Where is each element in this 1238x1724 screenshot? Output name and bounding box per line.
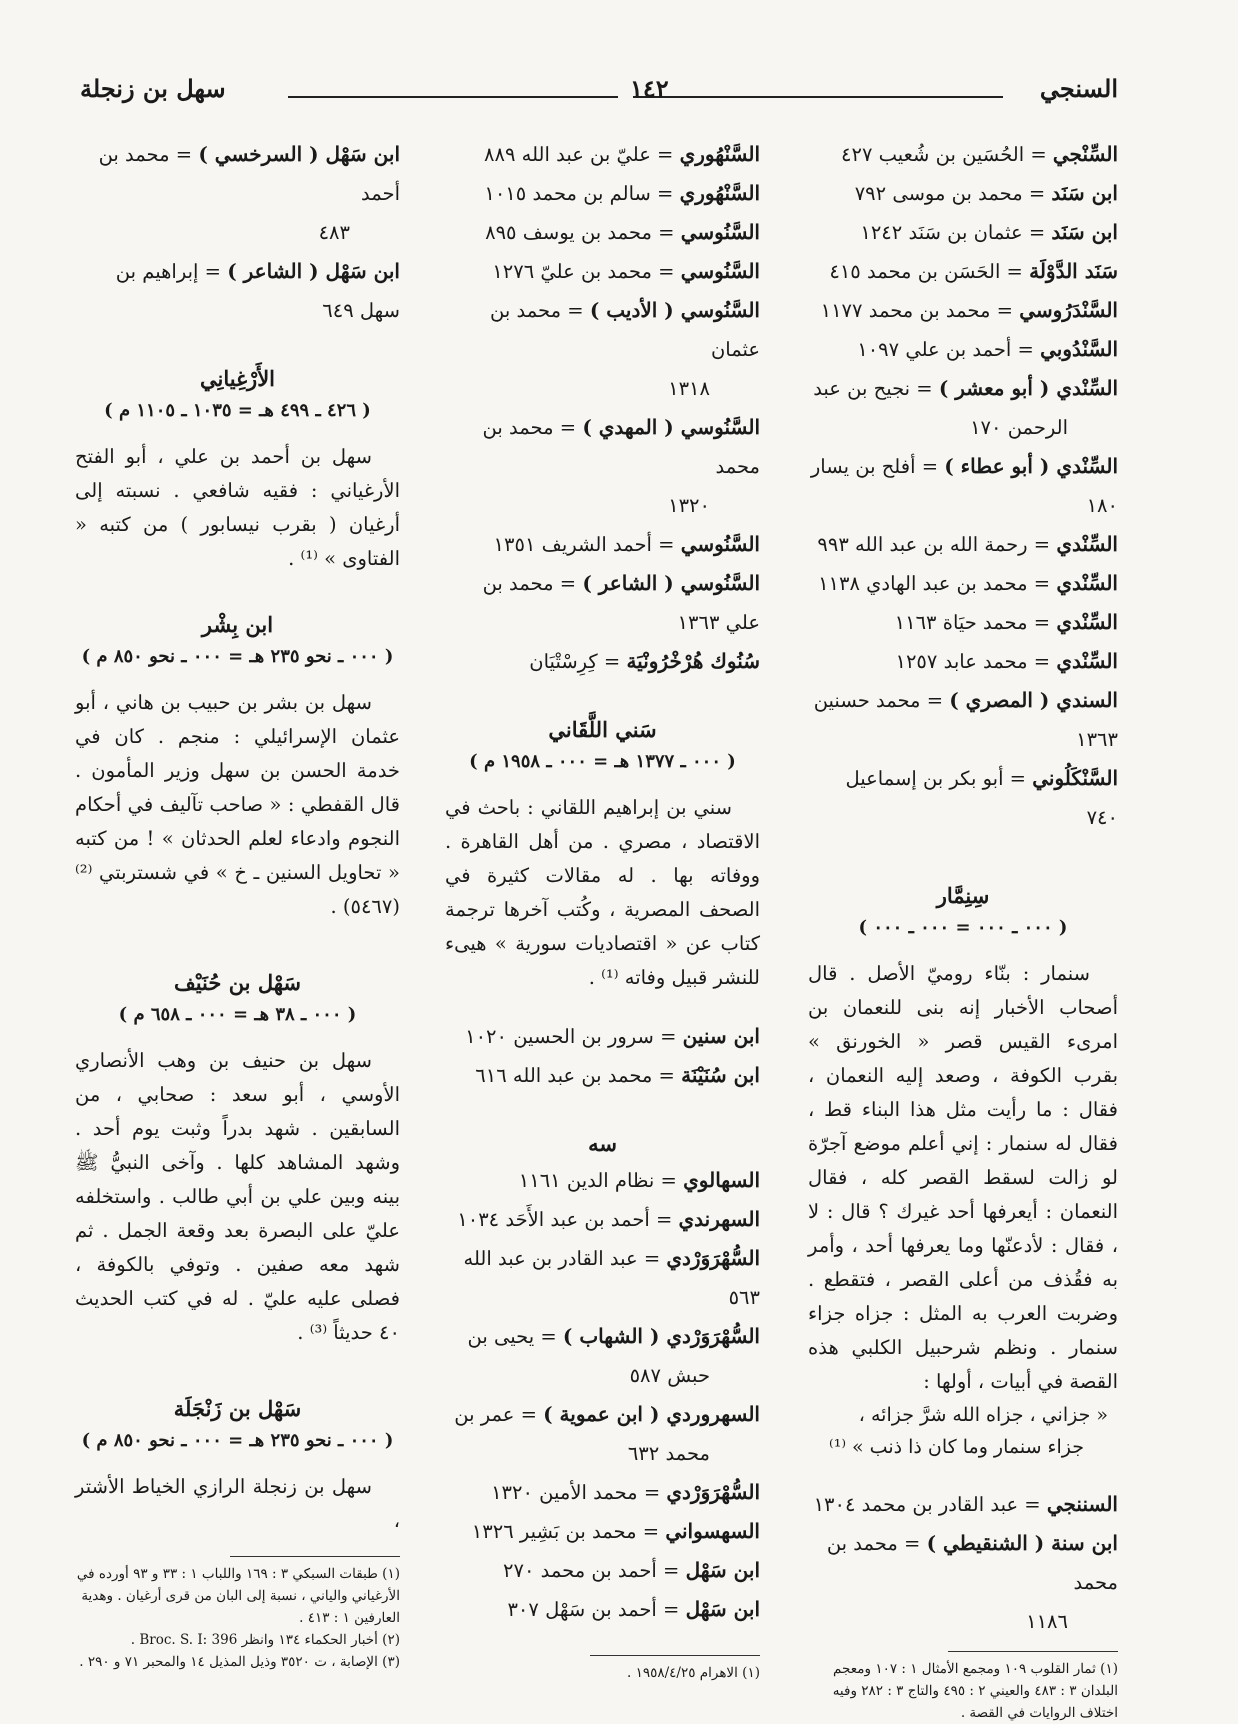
footnote: (١) ثمار القلوب ١٠٩ ومجمع الأمثال ١ : ١٠٧ ومعجم البلدان ٣ : ٤٨٣ والعيني ٢ : ٤٩٥ والتاج ٣ : ٢٨٢ وفيه اختلاف الروايات في القصة . xyxy=(832,1661,1118,1721)
section-dates: ( ٠٠٠ ـ ١٣٧٧ هـ = ٠٠٠ ـ ١٩٥٨ م ) xyxy=(469,751,736,772)
header-rule-left xyxy=(288,96,618,98)
list-item: السَّنْدُوبي = أحمد بن علي ١٠٩٧ xyxy=(857,337,1118,361)
running-head-right: السنجي xyxy=(1039,74,1118,103)
list-item: السَّنْهُوري = سالم بن محمد ١٠١٥ xyxy=(484,181,760,205)
verse-line: « جزاني ، جزاه الله شرَّ جزائه ، xyxy=(858,1404,1108,1426)
list-item: السَّنُوسي ( الأديب ) = محمد بن عثمان ١٣١٨ xyxy=(490,298,760,400)
footnote-rule xyxy=(948,1651,1118,1652)
list-item: السِّنْدي ( أبو عطاء ) = أفلح بن يسار ١٨٠ xyxy=(810,454,1118,517)
footnote: (١) طبقات السبكي ٣ : ١٦٩ واللباب ١ : ٣٣ و ٩٣ أورده في الأرغياني والياني ، نسبة إلى البان من قرى أرغيان . وهدية العارفين ١ : ٤١٣ . xyxy=(76,1566,400,1626)
section-dates: ( ٠٠٠ ـ ٣٨ هـ = ٠٠٠ ـ ٦٥٨ م ) xyxy=(118,1004,357,1025)
list-item: ابن سنة ( الشنقيطي ) = محمد بن محمد ١١٨٦ xyxy=(826,1531,1118,1633)
list-item: السِّنْدي = محمد حيَاة ١١٦٣ xyxy=(894,610,1118,634)
list-item: السِّنْدي ( أبو معشر ) = نجيح بن عبد الرحمن ١٧٠ xyxy=(813,376,1118,439)
list-item: سَنَد الدَّوْلَة = الحَسَن بن محمد ٤١٥ xyxy=(829,259,1118,283)
list-item: السِّنْجي = الحُسَين بن شُعيب ٤٢٧ xyxy=(841,142,1118,166)
footnote: (٢) أخبار الحكماء ١٣٤ وانظر Broc. S. I: 396 . xyxy=(130,1632,400,1648)
list-item: السهسواني = محمد بن بَشِير ١٣٢٦ xyxy=(471,1519,760,1543)
footnote: (١) الاهرام ١٩٥٨/٤/٢٥ . xyxy=(627,1665,760,1681)
list-item: السَّنُوسي = أحمد الشريف ١٣٥١ xyxy=(493,532,760,556)
list-item: السُّهْرَوَرْدي = محمد الأمين ١٣٢٠ xyxy=(491,1480,760,1504)
section-title: الأَرْغِيانِي xyxy=(199,366,276,391)
list-item: السِّنْدي = محمد عابد ١٢٥٧ xyxy=(895,649,1118,673)
list-item: السننجي = عبد القادر بن محمد ١٣٠٤ xyxy=(813,1492,1118,1516)
list-item: السَّنُوسي ( الشاعر ) = محمد بن علي ١٣٦٣ xyxy=(482,571,760,634)
section-dates: ( ٠٠٠ ـ نحو ٢٣٥ هـ = ٠٠٠ ـ نحو ٨٥٠ م ) xyxy=(81,1430,394,1451)
section-title: سِنِمَّار xyxy=(936,883,990,908)
biography-text: سني بن إبراهيم اللقاني : باحث في الاقتصاد ، مصري . من أهل القاهرة . ووفاته بها . له مقالات كثيرة في الصحف المصرية ، وكُتب آخرها ترجمة كتاب عن « اقتصاديات سورية » هيىء للنشر قبيل وفاته ⁽¹⁾ . xyxy=(445,796,760,989)
list-item: السَّنُوسي = محمد بن يوسف ٨٩٥ xyxy=(485,220,760,244)
section-dates: ( ٠٠٠ ـ ٠٠٠ = ٠٠٠ ـ ٠٠٠ ) xyxy=(858,917,1068,938)
list-item: ابن سَهْل ( الشاعر ) = إبراهيم بن سهل ٦٤٩ xyxy=(115,259,400,322)
biography-text: سهل بن زنجلة الرازي الخياط الأشتر ، xyxy=(75,1475,400,1532)
page-number: ١٤٢ xyxy=(630,74,669,103)
section-title: سَهْل بن زَنْجَلَة xyxy=(173,1396,302,1421)
section-title: سَني اللَّقَاني xyxy=(548,717,657,742)
biography-text: سنمار : بنّاء روميّ الأصل . قال أصحاب الأخبار إنه بنى للنعمان بن امرىء القيس قصر « الخورنق » بقرب الكوفة ، وصعد إليه النعمان ، فقال : ما رأيت مثل هذا البناء قط ، فقال له سنمار : إني أعلم موضع آجرّة لو زالت لسقط القصر كله ، فقال النعمان : أيعرفها أحد غيرك ؟ قال : لا ، فقال : لأدعنّها وما يعرفها أحد ، وأمر به فقُذف من أعلى القصر ، فتقطع . وضربت العرب به المثل : جزاه جزاء سنمار . ونظم شرحبيل الكلبي هذه القصة في أبيات ، أولها : xyxy=(808,962,1118,1393)
page-header xyxy=(70,74,1118,114)
list-item: السُّهْرَوَرْدي ( الشهاب ) = يحيى بن حبش ٥٨٧ xyxy=(467,1324,760,1387)
footnote-rule xyxy=(590,1655,760,1656)
list-item: السهرندي = أحمد بن عبد الأَحَد ١٠٣٤ xyxy=(457,1207,760,1231)
list-item: ابن سَنَد = عثمان بن سَنَد ١٢٤٢ xyxy=(860,220,1118,244)
section-dates: ( ٠٠٠ ـ نحو ٢٣٥ هـ = ٠٠٠ ـ نحو ٨٥٠ م ) xyxy=(81,646,394,667)
footnote: (٣) الإصابة ، ت ٣٥٢٠ وذيل المذيل ١٤ والمحبر ٧١ و ٢٩٠ . xyxy=(79,1654,400,1670)
list-item: السِّنْدي = محمد بن عبد الهادي ١١٣٨ xyxy=(818,571,1118,595)
list-item: سُنُوك هُرْخْرُونْيَة = كِرِسْتْيَان xyxy=(529,649,760,673)
list-item: ابن سَهْل = أحمد بن سَهْل ٣٠٧ xyxy=(507,1597,760,1621)
biography-text: سهل بن أحمد بن علي ، أبو الفتح الأرغياني : فقيه شافعي . نسبته إلى أرغيان ( بقرب نيسابور ) من كتبه « الفتاوى » ⁽¹⁾ . xyxy=(75,445,400,570)
list-item: ابن سَهْل ( السرخسي ) = محمد بن أحمد ٤٨٣ xyxy=(98,142,400,244)
letter-heading: سه xyxy=(588,1131,617,1156)
list-item: السَّنُوسي = محمد بن عليّ ١٢٧٦ xyxy=(492,259,760,283)
running-head-left: سهل بن زنجلة xyxy=(80,74,226,103)
list-item: السِّنْدي = رحمة الله بن عبد الله ٩٩٣ xyxy=(817,532,1118,556)
list-item: السَّنْكَلُوني = أبو بكر بن إسماعيل ٧٤٠ xyxy=(845,766,1118,829)
list-item: ابن سَنَد = محمد بن موسى ٧٩٢ xyxy=(854,181,1118,205)
column-middle xyxy=(445,135,760,1684)
column-left xyxy=(75,135,400,1673)
list-item: السهروردي ( ابن عموية ) = عمر بن محمد ٦٣٢ xyxy=(454,1402,760,1465)
header-rule-right xyxy=(633,96,1003,98)
list-item: السَّنْدَرُوسي = محمد بن محمد ١١٧٧ xyxy=(820,298,1118,322)
list-item: ابن سنين = سرور بن الحسين ١٠٢٠ xyxy=(465,1024,760,1048)
list-item: السهالوي = نظام الدين ١١٦١ xyxy=(518,1168,760,1192)
list-item: السُّهْرَوَرْدي = عبد القادر بن عبد الله ٥٦٣ xyxy=(463,1246,760,1309)
section-dates: ( ٤٢٦ ـ ٤٩٩ هـ = ١٠٣٥ ـ ١١٠٥ م ) xyxy=(104,400,371,421)
entries-list xyxy=(808,135,1118,837)
list-item: ابن سَهْل = أحمد بن محمد ٢٧٠ xyxy=(503,1558,760,1582)
biography-text: سهل بن بشر بن حبيب بن هاني ، أبو عثمان الإسرائيلي : منجم . كان في خدمة الحسن بن سهل وزير المأمون . قال القفطي : « صاحب تآليف في أحكام النجوم وادعاء لعلم الحدثان » ! من كتبه « تحاويل السنين ـ خ » في شستربتي ⁽²⁾ (٥٤٦٧) . xyxy=(75,691,400,918)
column-right xyxy=(808,135,1118,1724)
list-item: السندي ( المصري ) = محمد حسنين ١٣٦٣ xyxy=(813,688,1118,751)
section-title: سَهْل بن حُنَيْف xyxy=(173,970,302,995)
verse-line: جزاء سنمار وما كان ذا ذنب » ⁽¹⁾ xyxy=(829,1436,1084,1458)
footnote-rule xyxy=(230,1556,400,1557)
biography-text: سهل بن حنيف بن وهب الأنصاري الأوسي ، أبو سعد : صحابي ، من السابقين . شهد بدراً وثبت يوم أحد . وشهد المشاهد كلها . وآخى النبيُّ ﷺ بينه وبين علي بن أبي طالب . واستخلفه عليّ على البصرة بعد وقعة الجمل . ثم شهد معه صفين . وتوفي بالكوفة ، فصلى عليه عليّ . له في كتب الحديث ٤٠ حديثاً ⁽³⁾ . xyxy=(75,1049,400,1344)
list-item: السَّنُوسي ( المهدي ) = محمد بن محمد ١٣٢٠ xyxy=(482,415,760,517)
list-item: ابن سُنَيْنَة = محمد بن عبد الله ٦١٦ xyxy=(475,1063,760,1087)
list-item: السَّنْهُوري = عليّ بن عبد الله ٨٨٩ xyxy=(484,142,760,166)
section-title: ابن بِشْر xyxy=(201,612,274,637)
